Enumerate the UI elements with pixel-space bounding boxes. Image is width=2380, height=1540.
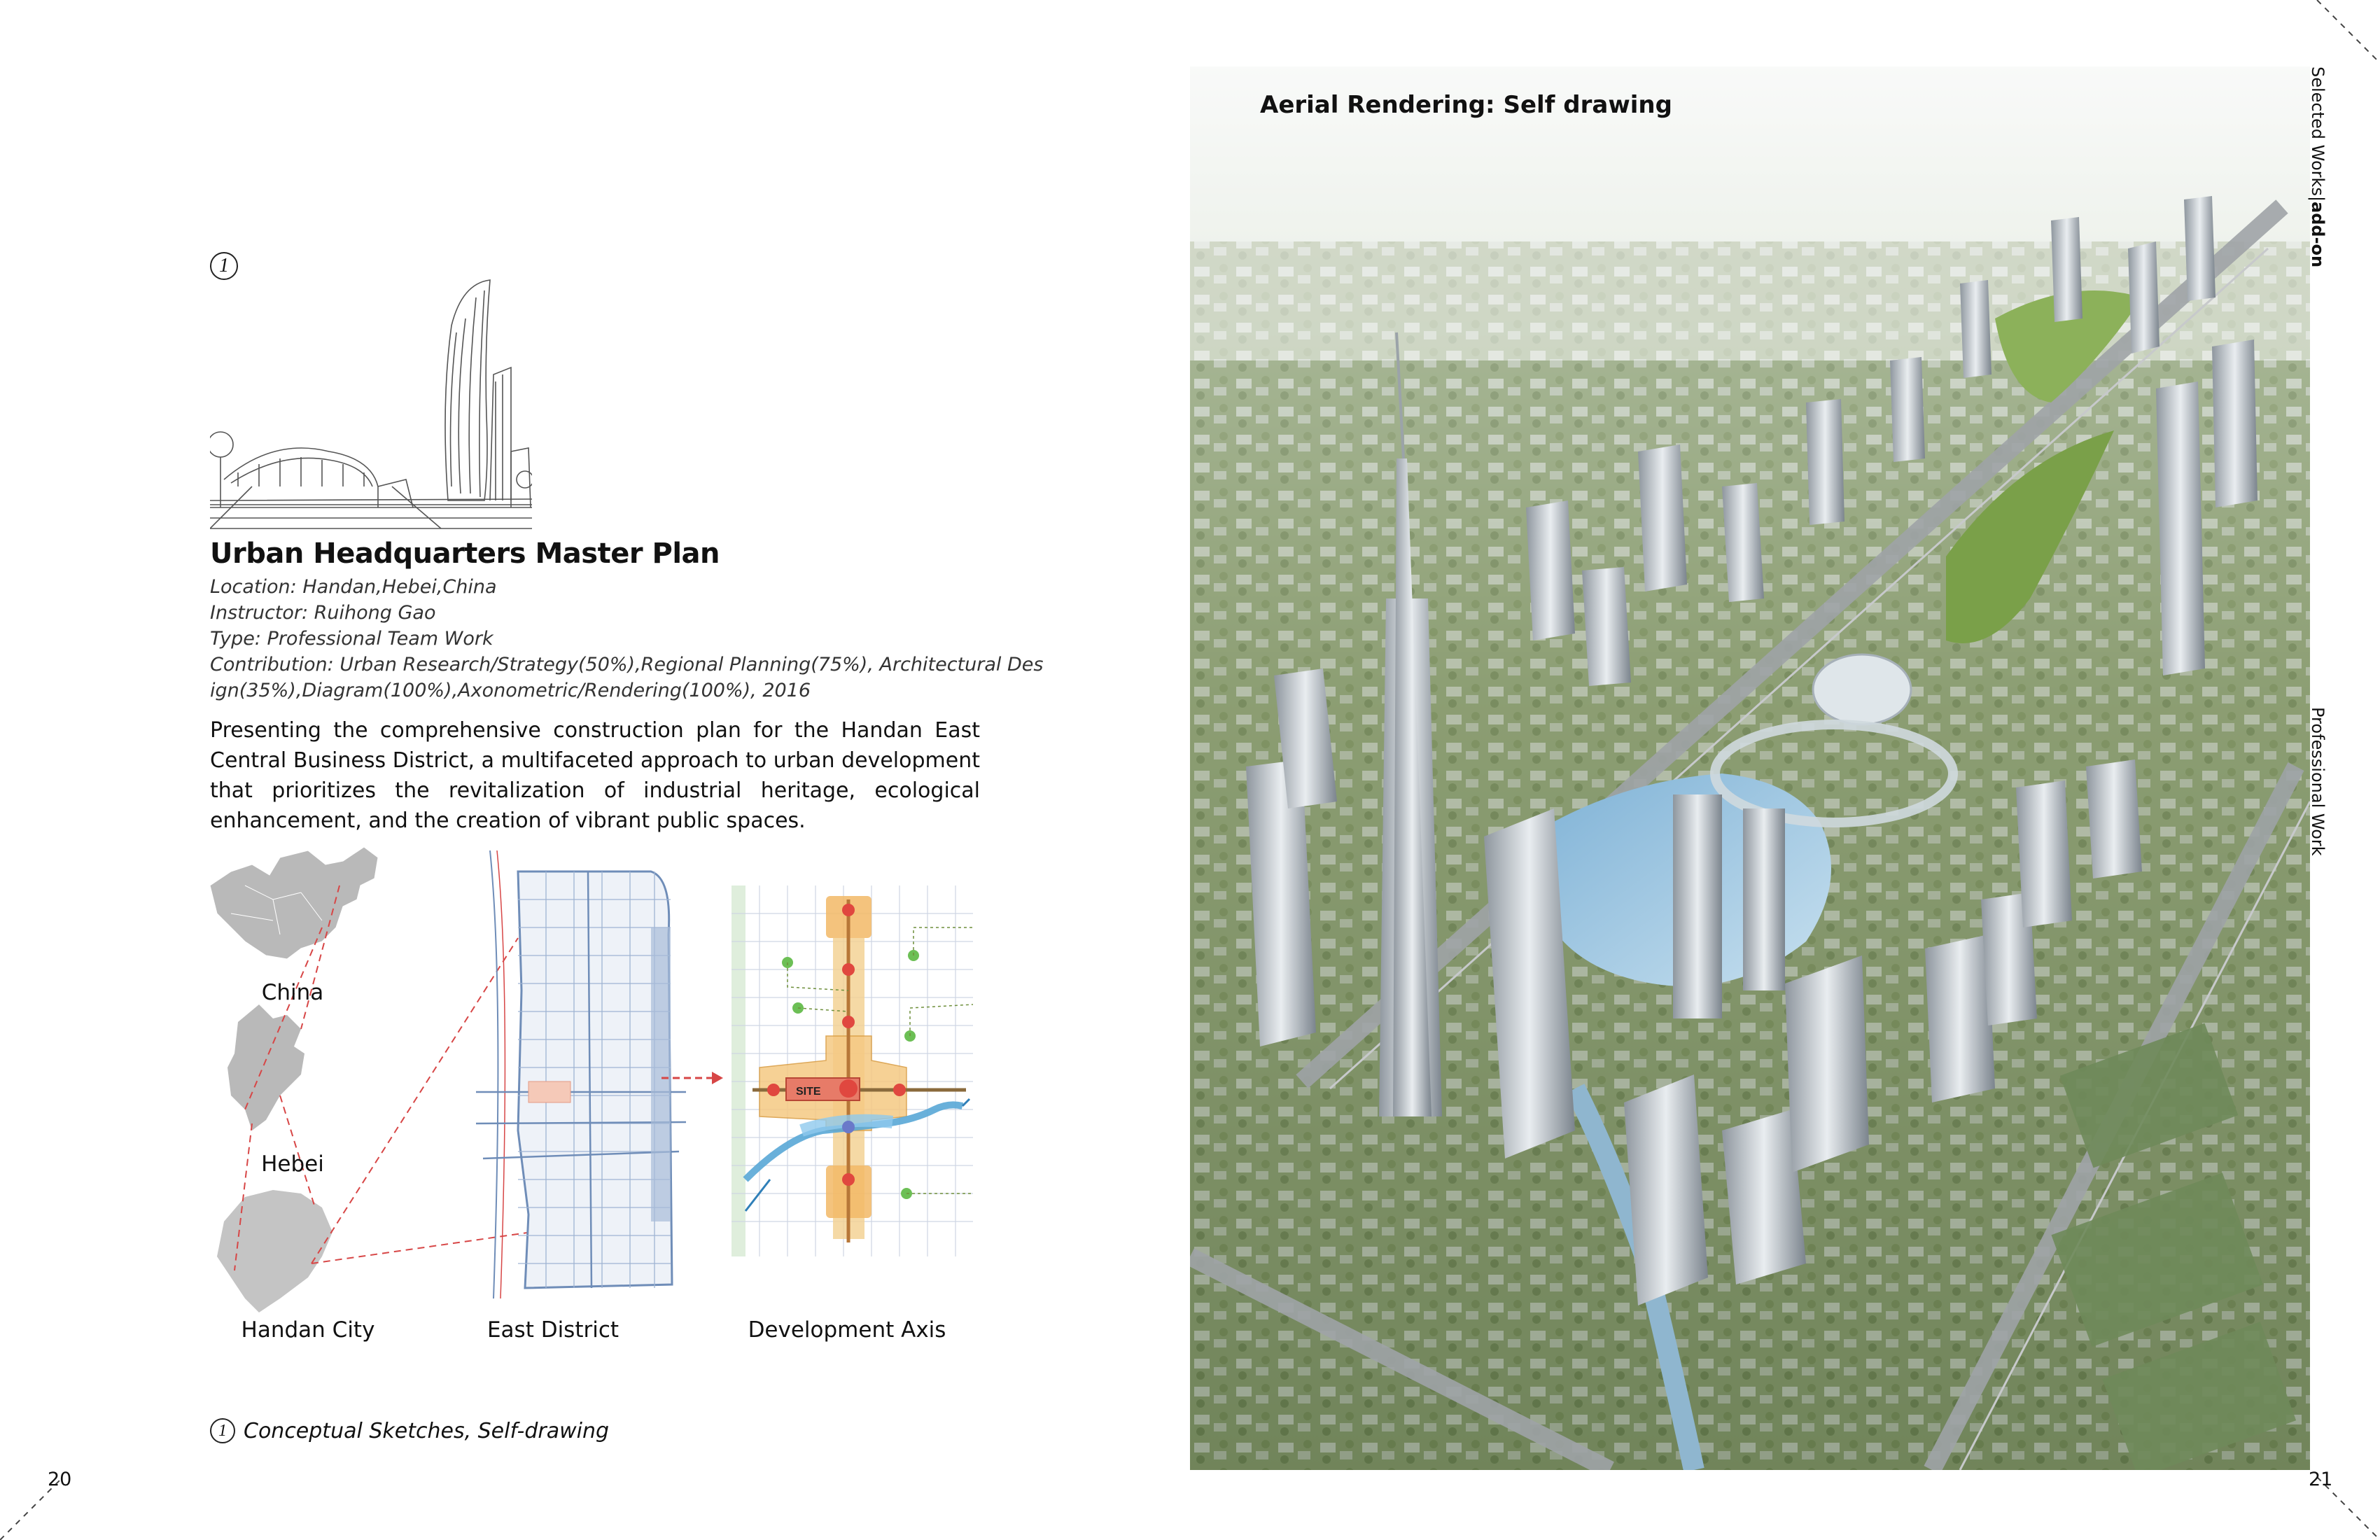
figure-caption [210, 1418, 609, 1443]
aerial-rendering [1190, 66, 2310, 1470]
page-number-left: 20 [48, 1469, 72, 1490]
side-label-regular: Selected Works| [2308, 66, 2328, 202]
project-description: Presenting the comprehensive construction plan for the Handan East Central Business District, a multifaceted approach to urban development that prioritizes the revitalization of industrial heritage, ecological enhancement, and the creation of vibrant public spaces. [210, 718, 980, 833]
label-development-axis: Development Axis [748, 1317, 946, 1343]
meta-contribution-1: Contribution: Urban Research/Strategy(50%),Regional Planning(75%), Architectural Des [210, 654, 1044, 676]
label-east-district: East District [486, 1317, 620, 1343]
meta-location: Location: Handan,Hebei,China [210, 576, 497, 598]
arrow-icon [662, 1068, 724, 1088]
side-label-professional-work: Professional Work [2308, 707, 2328, 856]
side-label-bold: add-on [2308, 202, 2328, 268]
side-label-selected-works [2308, 66, 2328, 267]
label-china: China [261, 980, 324, 1005]
east-district-map [476, 850, 686, 1298]
label-hebei: Hebei [261, 1152, 324, 1177]
hebei-map [227, 1004, 304, 1130]
caption-text: Conceptual Sketches, Self-drawing [244, 1418, 610, 1443]
aerial-rendering-image [1190, 66, 2310, 1470]
meta-contribution-2: ign(35%),Diagram(100%),Axonometric/Rendering(100%), 2016 [210, 680, 811, 701]
conceptual-sketch [210, 276, 532, 536]
meta-instructor: Instructor: Ruihong Gao [210, 602, 436, 624]
rendering-title: Aerial Rendering: Self drawing [1260, 91, 1672, 119]
development-axis-map [732, 886, 973, 1256]
meta-type: Type: Professional Team Work [210, 628, 493, 650]
page-number-right: 21 [2309, 1469, 2333, 1490]
label-handan-city: Handan City [241, 1317, 375, 1343]
project-title: Urban Headquarters Master Plan [210, 538, 720, 570]
section-marker: 1 [210, 252, 238, 280]
caption-number: 1 [210, 1418, 235, 1443]
site-tag: SITE [796, 1086, 821, 1098]
